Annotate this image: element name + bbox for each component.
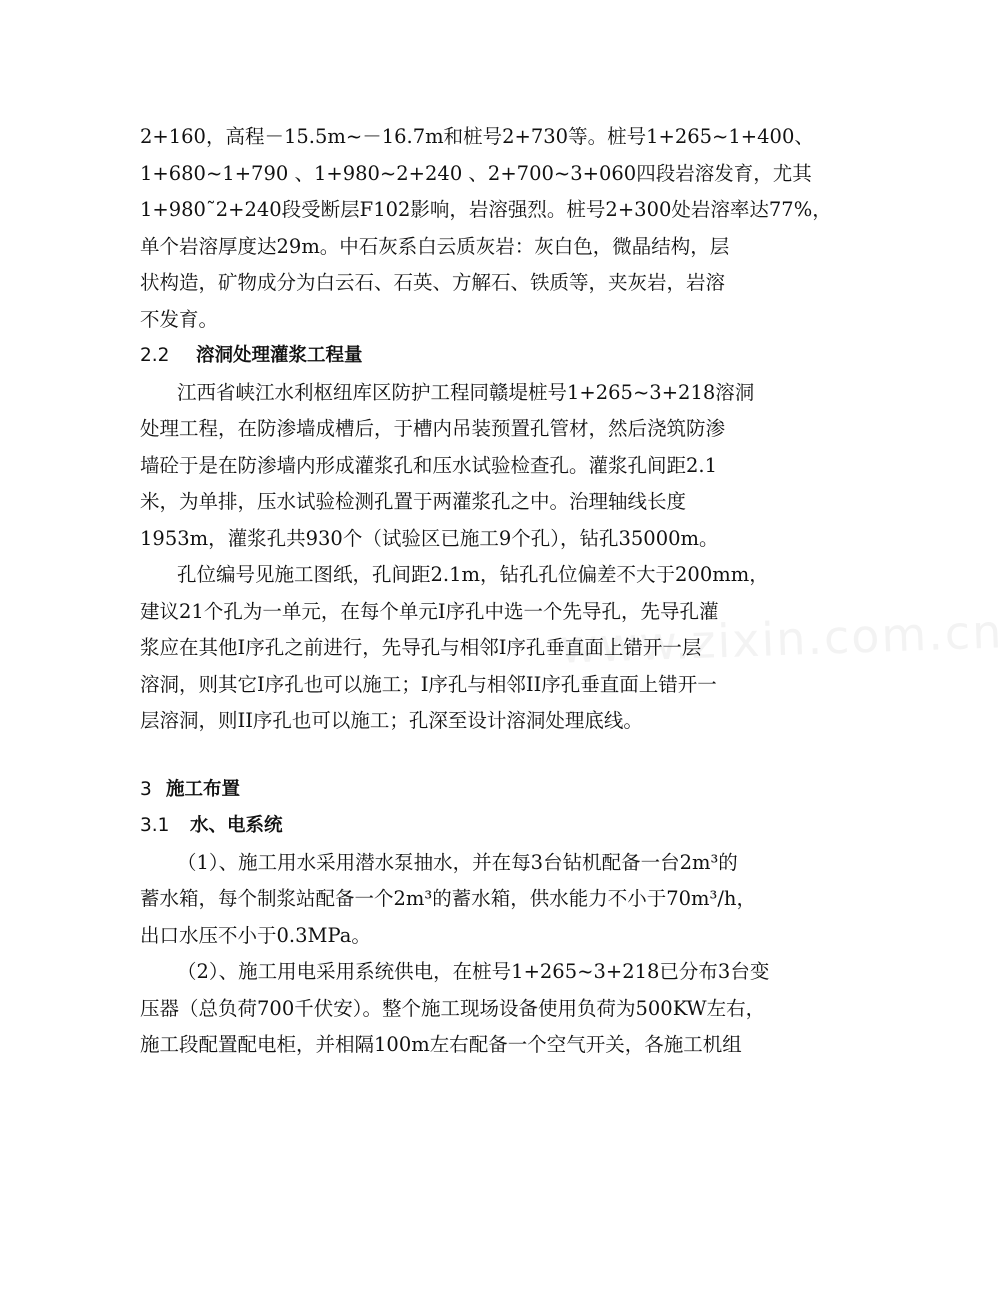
text-line: 建议21个孔为一单元，在每个单元I序孔中选一个先导孔，先导孔灌 xyxy=(140,599,719,623)
section-title: 溶洞处理灌浆工程量 xyxy=(196,345,363,366)
text-line: 单个岩溶厚度达29m。中石灰系白云质灰岩：灰白色，微晶结构，层 xyxy=(140,234,730,258)
text-line: 层溶洞，则II序孔也可以施工；孔深至设计溶洞处理底线。 xyxy=(140,709,643,732)
text-line: 状构造，矿物成分为白云石、石英、方解石、铁质等，夹灰岩，岩溶 xyxy=(140,271,726,294)
paragraph-power-supply xyxy=(140,954,782,1064)
text-line: 1953m，灌浆孔共930个（试验区已施工9个孔），钻孔35000m。 xyxy=(140,526,719,550)
text-line: 2+160，高程－15.5m~－16.7m和桩号2+730等。桩号1+265~1+400、 xyxy=(140,125,814,148)
document-body xyxy=(140,119,832,1064)
section-heading-3-1 xyxy=(140,808,782,845)
paragraph-grouting-quantity xyxy=(140,375,782,558)
section-title: 施工布置 xyxy=(166,778,241,800)
section-title: 水、电系统 xyxy=(190,815,283,836)
text-line: 溶洞，则其它I序孔也可以施工；I序孔与相邻II序孔垂直面上错开一 xyxy=(140,672,717,696)
text-line: 浆应在其他Ⅰ序孔之前进行，先导孔与相邻I序孔垂直面上错开一层 xyxy=(140,636,702,659)
paragraph-geology-continued xyxy=(140,119,832,338)
paragraph-water-supply xyxy=(140,845,782,955)
text-line: 孔位编号见施工图纸，孔间距2.1m，钻孔孔位偏差不大于200mm， xyxy=(177,563,769,586)
text-line: 1+680~1+790 、1+980~2+240 、2+700~3+060四段岩溶发育，尤其 xyxy=(140,161,812,185)
text-line: 施工段配置配电柜，并相隔100m左右配备一个空气开关，各施工机组 xyxy=(140,1033,742,1056)
text-line: 墙砼于是在防渗墙内形成灌浆孔和压水试验检查孔。灌浆孔间距2.1 xyxy=(140,453,718,477)
text-line: 处理工程，在防渗墙成槽后，于槽内吊装预置孔管材，然后浇筑防渗 xyxy=(140,417,726,440)
text-line: 出口水压不小于0.3MPa。 xyxy=(140,923,371,947)
text-line: 米，为单排，压水试验检测孔置于两灌浆孔之中。治理轴线长度 xyxy=(140,490,687,513)
text-line: （1）、施工用水采用潜水泵抽水，并在每3台钻机配备一台2m³的 xyxy=(177,850,738,874)
text-line: 不发育。 xyxy=(140,307,219,331)
text-line: 压器（总负荷700千伏安）。整个施工现场设备使用负荷为500KW左右， xyxy=(140,996,766,1020)
section-heading-2-2 xyxy=(140,338,782,375)
text-line: （2）、施工用电采用系统供电，在桩号1+265~3+218已分布3台变 xyxy=(177,960,770,983)
paragraph-hole-layout xyxy=(140,557,782,740)
spacer xyxy=(140,740,782,772)
section-number: 3.1 xyxy=(140,815,170,836)
text-line: 江西省峡江水利枢纽库区防护工程同赣堤桩号1+265~3+218溶洞 xyxy=(177,380,755,404)
section-heading-3 xyxy=(140,772,782,809)
section-number: 2.2 xyxy=(140,345,170,366)
section-number: 3 xyxy=(140,778,152,800)
watermark: www.zixin.com.cn xyxy=(559,604,1004,674)
text-line: 蓄水箱，每个制浆站配备一个2m³的蓄水箱，供水能力不小于70m³/h， xyxy=(140,887,756,910)
text-line: 1+980˜2+240段受断层F102影响，岩溶强烈。桩号2+300处岩溶率达77%， xyxy=(140,198,832,221)
